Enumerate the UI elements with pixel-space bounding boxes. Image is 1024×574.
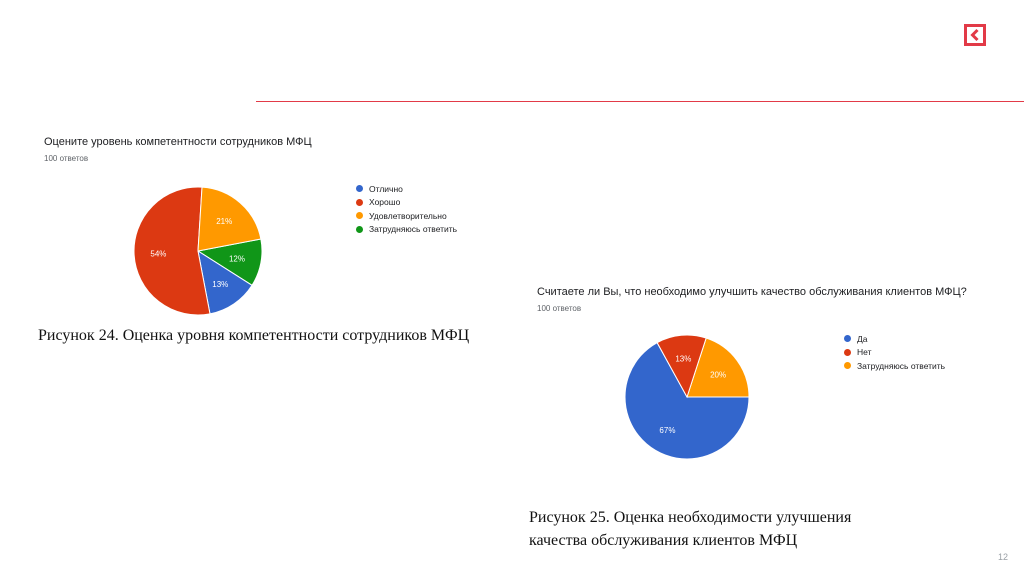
legend-item-1	[844, 332, 945, 346]
legend-swatch	[844, 335, 851, 342]
legend-swatch	[356, 185, 363, 192]
legend-label: Хорошо	[369, 197, 401, 208]
legend-item-2	[844, 346, 945, 360]
legend-label: Отлично	[369, 183, 403, 194]
figure-25-caption-line-2: качества обслуживания клиентов МФЦ	[529, 532, 798, 549]
chart1-title: Оцените уровень компетентности сотрудников МФЦ	[44, 136, 312, 148]
legend-swatch	[844, 349, 851, 356]
pie-slice-label-2: 13%	[675, 354, 692, 364]
legend-label: Удовлетворительно	[369, 210, 447, 221]
legend-swatch	[356, 226, 363, 233]
figure-25-caption	[529, 506, 851, 552]
figure-24-caption: Рисунок 24. Оценка уровня компетентности сотрудников МФЦ	[38, 327, 470, 344]
figure-25-caption-line-1: Рисунок 25. Оценка необходимости улучшения	[529, 509, 852, 526]
legend-item-3	[844, 359, 945, 373]
pie-slice-label-3: 21%	[216, 217, 233, 227]
chart2-pie	[624, 334, 750, 460]
chart2-subtitle: 100 ответов	[537, 304, 582, 313]
header-divider	[256, 101, 1024, 102]
legend-label: Затрудняюсь ответить	[369, 224, 458, 235]
chart2-legend	[844, 332, 945, 373]
logo-icon[interactable]	[964, 24, 986, 46]
pie-slice-label-3: 20%	[710, 370, 727, 380]
chart1-pie	[133, 186, 263, 316]
pie-slice-label-4: 12%	[228, 254, 245, 264]
legend-swatch	[356, 199, 363, 206]
legend-item-3	[356, 209, 457, 223]
legend-label: Нет	[857, 347, 872, 358]
legend-swatch	[844, 362, 851, 369]
pie-slice-label-1: 67%	[659, 426, 676, 436]
page-number: 12	[997, 552, 1008, 562]
legend-label: Да	[857, 333, 868, 344]
pie-slice-label-2: 54%	[150, 249, 167, 259]
pie-slice-label-1: 13%	[212, 279, 229, 289]
chart1-subtitle: 100 ответов	[44, 154, 89, 163]
legend-item-4	[356, 223, 457, 237]
legend-label: Затрудняюсь ответить	[857, 360, 946, 371]
chart1-legend	[356, 182, 457, 236]
legend-swatch	[356, 212, 363, 219]
legend-item-1	[356, 182, 457, 196]
legend-item-2	[356, 196, 457, 210]
chart2-title: Считаете ли Вы, что необходимо улучшить качество обслуживания клиентов МФЦ?	[537, 286, 967, 298]
